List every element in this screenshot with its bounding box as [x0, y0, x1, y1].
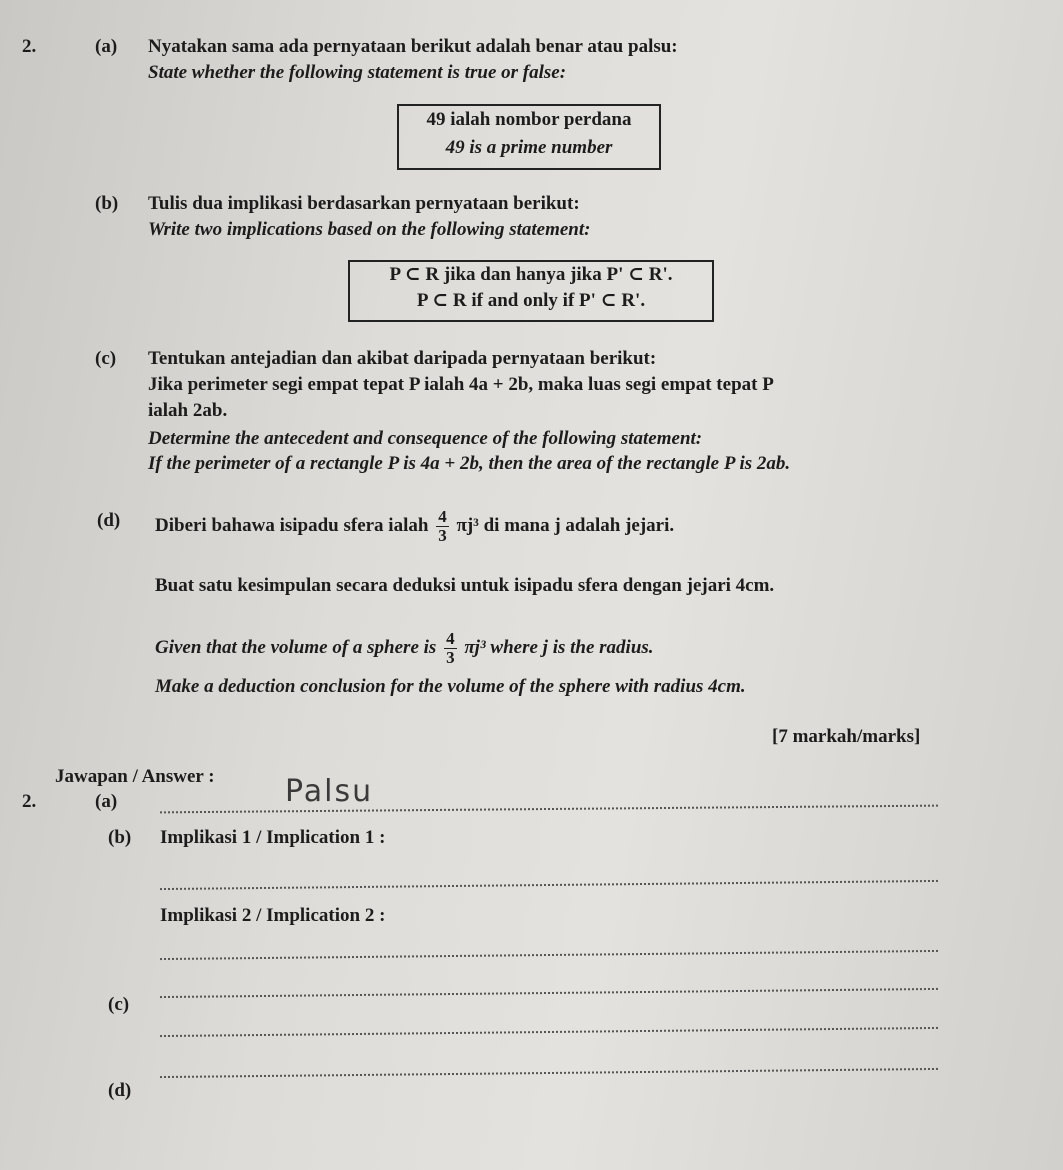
part-c-line-en: If the perimeter of a rectangle P is 4a + 2b, then the area of the rectangle P is 2ab.: [148, 453, 791, 474]
implication-2-label: Implikasi 2 / Implication 2 :: [160, 905, 386, 926]
part-d-deduce-ms: Buat satu kesimpulan secara deduksi untuk isipadu sfera dengan jejari 4cm.: [155, 575, 775, 596]
answer-b-label: (b): [108, 827, 132, 848]
answer-a-line[interactable]: [160, 805, 938, 814]
statement-b-en: P ⊂ R if and only if P' ⊂ R'.: [416, 290, 646, 311]
part-c-line-ms-2: ialah 2ab.: [148, 400, 228, 421]
answer-c-line-1[interactable]: [160, 988, 938, 998]
answer-question-number: 2.: [22, 791, 37, 812]
fraction-numerator-en: 4: [446, 629, 455, 649]
part-a-instruction-ms: Nyatakan sama ada pernyataan berikut adalah benar atau palsu:: [148, 36, 678, 57]
part-a-label: (a): [95, 36, 118, 57]
part-d-given-en: [155, 628, 654, 668]
implication-1-label: Implikasi 1 / Implication 1 :: [160, 827, 386, 848]
statement-b-ms: P ⊂ R jika dan hanya jika P' ⊂ R'.: [389, 264, 673, 285]
part-c-instruction-en: Determine the antecedent and consequence of the following statement:: [148, 428, 703, 449]
given-en-pre: Given that the volume of a sphere is: [155, 637, 437, 658]
part-c-line-ms-1: Jika perimeter segi empat tepat P ialah 4a + 2b, maka luas segi empat tepat P: [148, 374, 774, 395]
part-b-instruction-en: Write two implications based on the following statement:: [148, 219, 591, 240]
statement-a-ms: 49 ialah nombor perdana: [426, 109, 632, 130]
fraction-4-3: [436, 508, 449, 545]
part-c-instruction-ms: Tentukan antejadian dan akibat daripada pernyataan berikut:: [148, 348, 657, 369]
statement-box-b: [348, 260, 714, 322]
part-b-instruction-ms: Tulis dua implikasi berdasarkan pernyataan berikut:: [148, 193, 580, 214]
answer-d-label: (d): [108, 1080, 132, 1101]
implication-2-line[interactable]: [160, 950, 938, 960]
fraction-4-3-en: [444, 630, 457, 667]
statement-box-a: [397, 104, 661, 170]
part-a-instruction-en: State whether the following statement is true or false:: [148, 62, 567, 83]
given-ms-pre: Diberi bahawa isipadu sfera ialah: [155, 515, 429, 536]
answer-a-label: (a): [95, 791, 118, 812]
fraction-denominator: 3: [438, 526, 447, 546]
given-en-post: πj³ where j is the radius.: [464, 637, 654, 658]
handwritten-answer-a: Palsu: [285, 774, 374, 809]
answer-heading: Jawapan / Answer :: [55, 766, 215, 787]
answer-c-line-2[interactable]: [160, 1027, 938, 1037]
implication-1-line[interactable]: [160, 880, 938, 890]
answer-c-label: (c): [108, 994, 130, 1015]
part-d-given-ms: [155, 506, 674, 546]
question-number: 2.: [22, 36, 37, 57]
part-d-label: (d): [97, 510, 121, 531]
part-c-label: (c): [95, 348, 117, 369]
statement-a-en: 49 is a prime number: [445, 137, 613, 158]
given-ms-post: πj³ di mana j adalah jejari.: [456, 515, 675, 536]
fraction-denominator-en: 3: [446, 648, 455, 668]
part-b-label: (b): [95, 193, 119, 214]
fraction-numerator: 4: [438, 507, 447, 527]
marks-label: [7 markah/marks]: [772, 726, 921, 747]
answer-d-line[interactable]: [160, 1068, 938, 1078]
part-d-deduce-en: Make a deduction conclusion for the volume of the sphere with radius 4cm.: [155, 676, 746, 697]
